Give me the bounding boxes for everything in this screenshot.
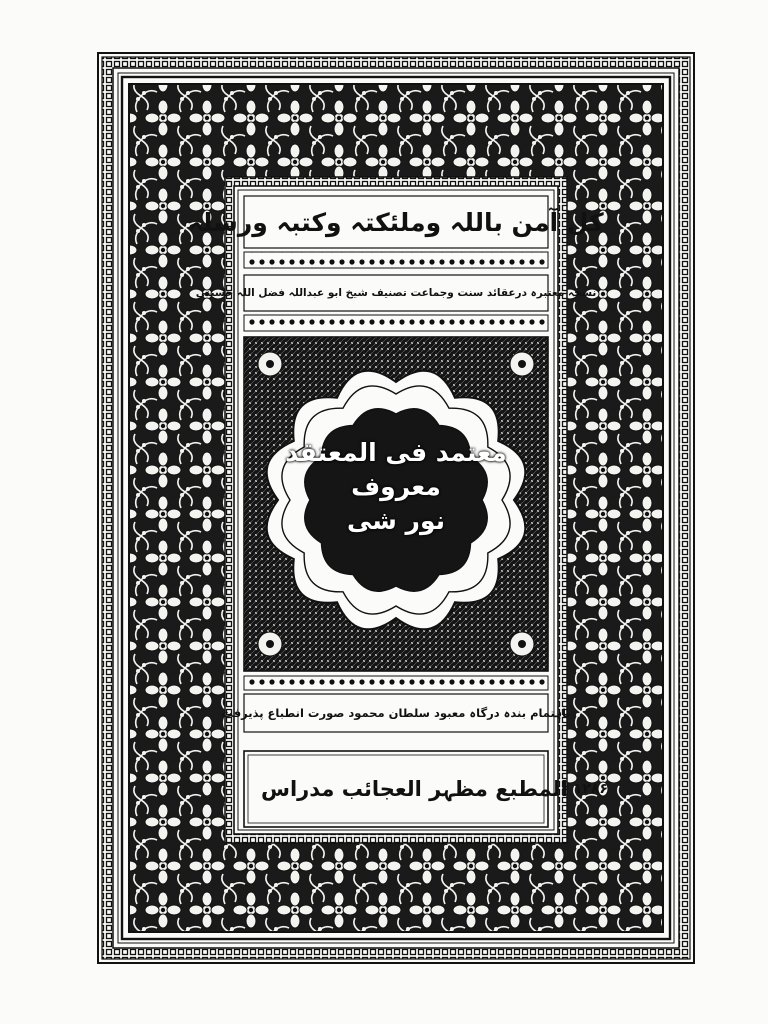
title-line-1: معتمد فی المعتقد (285, 438, 507, 468)
description-text: نسخہ معتبرہ درعقائد سنت وجماعت تصنیف شیخ ابو عبداللہ فضل اللہ حسینی (195, 287, 597, 299)
title-page (97, 52, 695, 964)
invocation-panel (188, 197, 604, 247)
publication-year: ۱۲۸۶ (573, 781, 608, 797)
title-line-2: معروف (351, 472, 441, 502)
press-panel (245, 752, 608, 826)
press-name: المطبع مظہر العجائب مدراس (261, 777, 568, 801)
title-panel (285, 402, 507, 572)
description-panel (195, 276, 597, 310)
invocation-text: کل آمن باللہ وملئکتہ وکتبہ ورسلہ (188, 207, 604, 237)
patron-text: باہتمام بندہ درگاہ معبود سلطان محمود صورت انطباع پذیرفت (221, 706, 571, 720)
patron-panel (221, 695, 571, 731)
title-line-3: نور شی (346, 505, 446, 535)
